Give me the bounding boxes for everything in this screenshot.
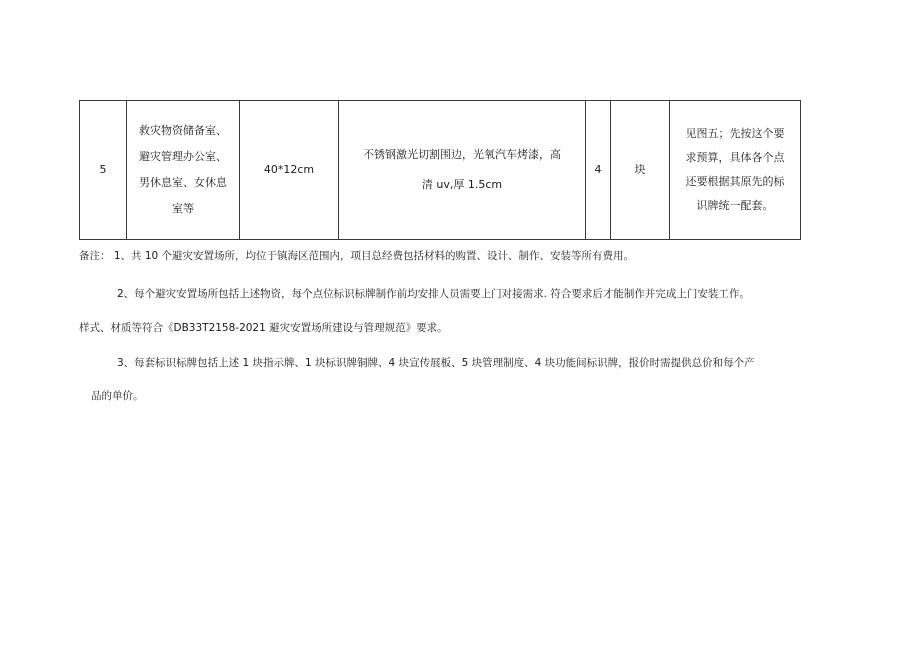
material-line: 清 uv,厚 1.5cm	[421, 178, 503, 191]
location-text	[139, 118, 227, 222]
location-line: 避灾管理办公室、	[139, 150, 227, 163]
material-line: 不锈钢激光切割围边，光氧汽车烤漆，高	[363, 148, 561, 161]
note-line: 见图五；先按这个要	[685, 127, 785, 140]
size-cell	[240, 101, 339, 240]
spec-table	[79, 100, 801, 240]
size-value: 40*12cm	[263, 163, 315, 176]
table-row	[80, 101, 801, 240]
location-line-last: 室等	[172, 202, 194, 215]
note-line: 求预算，具体各个点	[685, 151, 785, 164]
quantity-value: 4	[594, 163, 602, 176]
location-cell	[127, 101, 240, 240]
note-paragraph-1: 备注： 1、共 10 个避灾安置场所，均位于镇海区范围内，项目总经费包括材料的购置、设计、制作、安装等所有费用。	[79, 250, 635, 262]
note-paragraph-3: 3、每套标识标牌包括上述 1 块指示牌、1 块标识牌铜牌、4 块宣传展板、5 块管理制度、4 块功能间标识牌，报价时需提供总价和每个产	[117, 357, 755, 369]
unit-value: 块	[634, 163, 646, 176]
note-cell	[670, 101, 801, 240]
note-text	[686, 122, 785, 218]
location-line: 男休息室、女休息	[139, 176, 227, 189]
quantity-cell	[586, 101, 611, 240]
row-index-cell	[80, 101, 127, 240]
note-paragraph-3-cont: 品的单价。	[91, 390, 144, 402]
note-paragraph-2: 2、每个避灾安置场所包括上述物资，每个点位标识标牌制作前均安排人员需要上门对接需求. 符合要求后才能制作并完成上门安装工作。	[117, 288, 750, 300]
row-index: 5	[99, 163, 107, 176]
note-paragraph-2-cont: 样式、材质等符合《DB33T2158-2021 避灾安置场所建设与管理规范》要求。	[79, 322, 448, 334]
material-text	[363, 140, 561, 200]
note-line-last: 识牌统一配套。	[696, 199, 774, 212]
unit-cell	[611, 101, 670, 240]
note-line: 还要根据其原先的标	[685, 175, 785, 188]
material-cell	[339, 101, 586, 240]
location-line: 救灾物资储备室、	[139, 124, 227, 137]
